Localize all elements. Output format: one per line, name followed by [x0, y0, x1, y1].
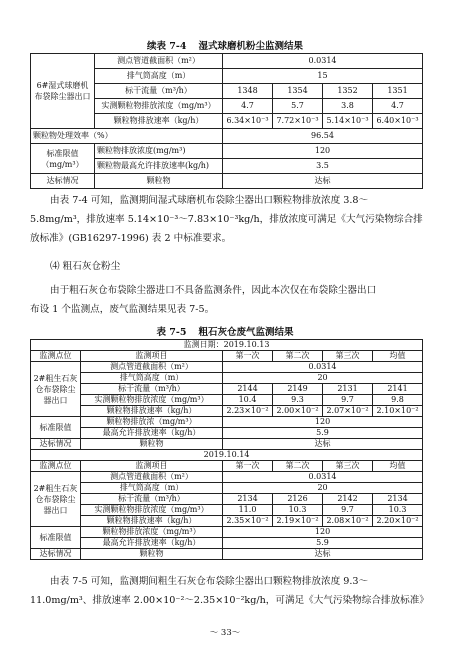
- table-row: [31, 384, 423, 395]
- table-row: [31, 54, 423, 69]
- cell-value: 2.10×10⁻²: [373, 406, 423, 417]
- page-number: ～ 33～: [209, 628, 241, 638]
- row-label: 实测颗粒物排放浓度（mg/m³）: [95, 99, 223, 114]
- column-header: 均值: [373, 461, 423, 472]
- row-label: 颗粒物排放浓（mg/m³）: [81, 417, 223, 428]
- table-row: [31, 494, 423, 505]
- cell-value: 9.3: [273, 395, 323, 406]
- table-row: [31, 538, 423, 549]
- cell-value: 10.3: [373, 505, 423, 516]
- table-row: [31, 395, 423, 406]
- cell-value: 2134: [223, 494, 273, 505]
- table-row: [31, 527, 423, 538]
- row-label: 最高允许排放速率（kg/h）: [81, 538, 223, 549]
- text-line: 由于粗石灰仓布袋除尘器进口不具备监测条件，因此本次仅在布袋除尘器出口: [50, 285, 377, 296]
- paragraph-t75-summary: [30, 572, 429, 610]
- table-7-5: [30, 339, 423, 560]
- cell-value: 20: [223, 373, 423, 384]
- table-7-4-caption: [0, 38, 450, 52]
- cell-value: 120: [223, 144, 423, 159]
- cell-value: 2.08×10⁻²: [323, 516, 373, 527]
- monitoring-date: 监测日期：2019.10.13: [31, 340, 423, 351]
- cell-value: 6.40×10⁻³: [373, 114, 423, 129]
- row-label: 测点管道截面积（m²）: [81, 362, 223, 373]
- row-label: 达标情况: [31, 174, 95, 189]
- row-label: 排气筒高度（m）: [81, 373, 223, 384]
- text-line: 放标准》(GB16297-1996) 表 2 中标准要求。: [30, 233, 232, 244]
- table-row: [31, 505, 423, 516]
- cell-value: 11.0: [223, 505, 273, 516]
- cell-value: 颗粒物: [95, 174, 223, 189]
- cell-value: 2149: [273, 384, 323, 395]
- section-heading: [30, 257, 422, 276]
- monitoring-date: 2019.10.14: [31, 450, 423, 461]
- cell-value: 2.00×10⁻²: [273, 406, 323, 417]
- table-row: [31, 144, 423, 159]
- table-row: [31, 516, 423, 527]
- cell-value: 9.7: [323, 505, 373, 516]
- cell-value: 2134: [373, 494, 423, 505]
- table-row: [31, 450, 423, 461]
- column-header: 第三次: [323, 461, 373, 472]
- cell-value: 达标: [223, 549, 423, 560]
- row-label: 颗粒物排放速率（kg/h）: [81, 406, 223, 417]
- row-label: 颗粒物处理效率（%）: [31, 129, 223, 144]
- cell-value: 5.9: [223, 428, 423, 439]
- cell-value: 1354: [273, 84, 323, 99]
- cell-value: 5.9: [223, 538, 423, 549]
- monitoring-point-cell: 6#湿式球磨机布袋除尘器出口: [31, 54, 95, 129]
- standard-limit-cell: 标准限值（mg/m³）: [31, 144, 95, 174]
- table-row: [31, 340, 423, 351]
- text-line: 5.8mg/m³，排放速率 5.14×10⁻³～7.83×10⁻³kg/h，排放浓度可满足《大气污染物综合排: [30, 214, 423, 225]
- table-row: [31, 129, 423, 144]
- row-label: 颗粒物排放浓度（mg/m³）: [81, 527, 223, 538]
- table-7-4: [30, 53, 423, 189]
- cell-value: 7.72×10⁻³: [273, 114, 323, 129]
- row-label: 标干流量（m³/h）: [95, 84, 223, 99]
- column-header: 第二次: [273, 351, 323, 362]
- paragraph-t74-summary: [30, 191, 422, 248]
- row-label: 实测颗粒物排放浓度（mg/m³）: [81, 505, 223, 516]
- cell-value: 120: [223, 417, 423, 428]
- cell-value: 9.8: [373, 395, 423, 406]
- row-label: 实测颗粒物排放浓度（mg/m³）: [81, 395, 223, 406]
- cell-value: 颗粒物: [81, 439, 223, 450]
- cell-value: 颗粒物: [81, 549, 223, 560]
- table-row: [31, 549, 423, 560]
- cell-value: 4.7: [373, 99, 423, 114]
- cell-value: 2142: [323, 494, 373, 505]
- text-line: 由表 7-5 可知，监测期间粗生石灰仓布袋除尘器出口颗粒物排放浓度 9.3～: [50, 576, 369, 587]
- cell-value: 2.23×10⁻²: [223, 406, 273, 417]
- cell-value: 96.54: [223, 129, 423, 144]
- cell-value: 10.4: [223, 395, 273, 406]
- table-row: [31, 472, 423, 483]
- cell-value: 2144: [223, 384, 273, 395]
- paragraph-intro-t75: [30, 281, 422, 319]
- cell-value: 2126: [273, 494, 323, 505]
- cell-value: 9.7: [323, 395, 373, 406]
- table-row: [31, 362, 423, 373]
- row-label: 颗粒物排放浓度(mg/m³): [95, 144, 223, 159]
- column-header: 监测项目: [81, 461, 223, 472]
- row-label: 颗粒物最高允许排放速率(kg/h): [95, 159, 223, 174]
- table-title: 粗石灰仓废气监测结果: [198, 327, 294, 338]
- table-row: [31, 417, 423, 428]
- column-header: 第二次: [273, 461, 323, 472]
- row-label: 排气筒高度（m）: [95, 69, 223, 84]
- table-header-row: [31, 351, 423, 362]
- cell-value: 3.5: [223, 159, 423, 174]
- column-header: 第三次: [323, 351, 373, 362]
- row-label: 达标情况: [31, 439, 81, 450]
- cell-value: 2131: [323, 384, 373, 395]
- cell-value: 1348: [223, 84, 273, 99]
- standard-limit-cell: 标准限值: [31, 527, 81, 549]
- cell-value: 2.07×10⁻²: [323, 406, 373, 417]
- column-header: 均值: [373, 351, 423, 362]
- row-label: 标干流量（m³/h）: [81, 494, 223, 505]
- row-label: 测点管道截面积（m²）: [95, 54, 223, 69]
- cell-value: 0.0314: [223, 362, 423, 373]
- table-header-row: [31, 461, 423, 472]
- cell-value: 0.0314: [223, 472, 423, 483]
- cell-value: 6.34×10⁻³: [223, 114, 273, 129]
- cell-value: 5.7: [273, 99, 323, 114]
- row-label: 达标情况: [31, 549, 81, 560]
- table-7-5-caption: [0, 324, 450, 338]
- cell-value: 达标: [223, 174, 423, 189]
- table-row: [31, 174, 423, 189]
- cell-value: 2.19×10⁻²: [273, 516, 323, 527]
- cell-value: 1352: [323, 84, 373, 99]
- cell-value: 3.8: [323, 99, 373, 114]
- table-title: 湿式球磨机粉尘监测结果: [198, 41, 303, 52]
- cell-value: 15: [223, 69, 423, 84]
- row-label: 颗粒物排放速率（kg/h）: [81, 516, 223, 527]
- heading-text: ⑷ 粗石灰仓粉尘: [50, 261, 121, 272]
- cell-value: 2141: [373, 384, 423, 395]
- cell-value: 达标: [223, 439, 423, 450]
- cell-value: 20: [223, 483, 423, 494]
- row-label: 排气筒高度（m）: [81, 483, 223, 494]
- text-line: 11.0mg/m³、排放速率 2.00×10⁻²～2.35×10⁻²kg/h，可满足《大气污染物综合排放标准》: [30, 595, 429, 606]
- cell-value: 0.0314: [223, 54, 423, 69]
- table-row: [31, 428, 423, 439]
- row-label: 颗粒物排放速率（kg/h）: [95, 114, 223, 129]
- cell-value: 2.35×10⁻²: [223, 516, 273, 527]
- cell-value: 4.7: [223, 99, 273, 114]
- table-number: 续表 7-4: [147, 41, 187, 52]
- text-line: 布设 1 个监测点，废气监测结果见表 7-5。: [30, 304, 215, 315]
- table-row: [31, 373, 423, 384]
- text-line: 由表 7-4 可知，监测期间湿式球磨机布袋除尘器出口颗粒物排放浓度 3.8～: [50, 195, 369, 206]
- cell-value: 2.20×10⁻²: [373, 516, 423, 527]
- standard-limit-cell: 标准限值: [31, 417, 81, 439]
- column-header: 第一次: [223, 461, 273, 472]
- table-row: [31, 439, 423, 450]
- cell-value: 1351: [373, 84, 423, 99]
- row-label: 测点管道截面积（m²）: [81, 472, 223, 483]
- table-row: [31, 406, 423, 417]
- cell-value: 120: [223, 527, 423, 538]
- monitoring-point-cell: 2#粗生石灰仓布袋除尘器出口: [31, 362, 81, 417]
- column-header: 监测点位: [31, 351, 81, 362]
- row-label: 最高允许排放速率（kg/h）: [81, 428, 223, 439]
- cell-value: 10.3: [273, 505, 323, 516]
- monitoring-point-cell: 2#粗生石灰仓布袋除尘器出口: [31, 472, 81, 527]
- cell-value: 5.14×10⁻³: [323, 114, 373, 129]
- column-header: 监测点位: [31, 461, 81, 472]
- table-row: [31, 483, 423, 494]
- column-header: 第一次: [223, 351, 273, 362]
- column-header: 监测项目: [81, 351, 223, 362]
- row-label: 标干流量（m³/h）: [81, 384, 223, 395]
- table-number: 表 7-5: [156, 327, 187, 338]
